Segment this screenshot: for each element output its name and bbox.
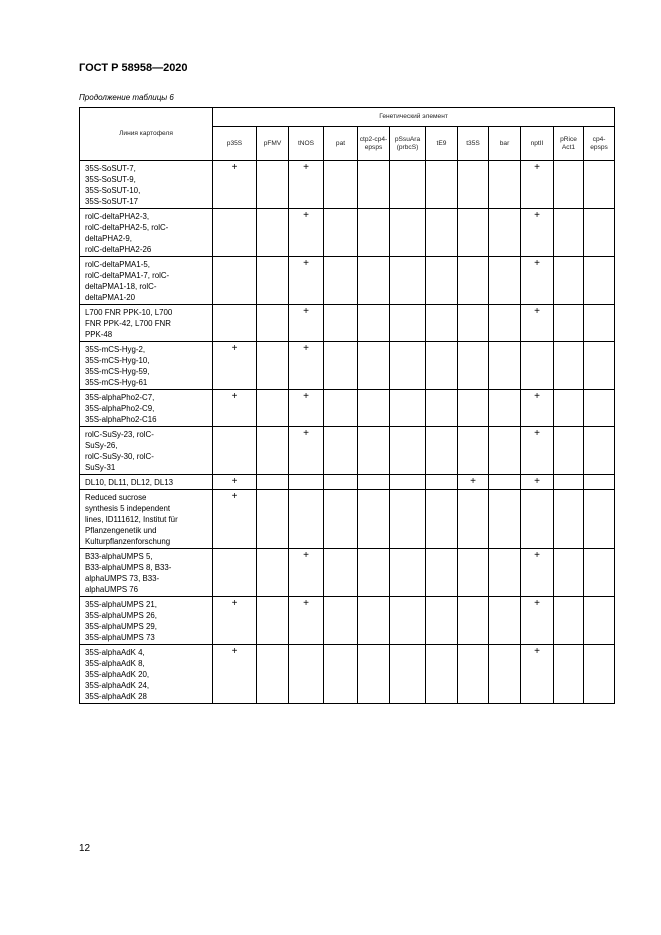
element-presence-cell: + [289, 161, 324, 209]
page-number: 12 [79, 843, 91, 854]
potato-line-cell: 35S-alphaAdK 4, 35S-alphaAdK 8, 35S-alphaAdK 20, 35S-alphaAdK 24, 35S-alphaAdK 28 [80, 645, 213, 704]
element-presence-cell [584, 475, 615, 490]
element-presence-cell [358, 257, 390, 305]
element-presence-cell [554, 209, 584, 257]
element-presence-cell [390, 549, 426, 597]
column-header: tNOS [289, 127, 324, 161]
element-presence-cell [390, 597, 426, 645]
element-presence-cell [257, 475, 289, 490]
element-presence-cell [458, 645, 489, 704]
standard-number: ГОСТ Р 58958—2020 [79, 62, 188, 74]
column-header: bar [489, 127, 521, 161]
column-header: pSsuAra (prbcS) [390, 127, 426, 161]
element-presence-cell: + [521, 390, 554, 427]
element-presence-cell [584, 209, 615, 257]
element-presence-cell [584, 390, 615, 427]
element-presence-cell [324, 257, 358, 305]
element-presence-cell [489, 257, 521, 305]
table-caption: Продолжение таблицы 6 [79, 93, 174, 102]
element-presence-cell: + [521, 549, 554, 597]
element-presence-cell [458, 305, 489, 342]
element-presence-cell [324, 305, 358, 342]
element-presence-cell [554, 427, 584, 475]
table-row [80, 257, 615, 305]
element-presence-cell [458, 390, 489, 427]
element-presence-cell [358, 161, 390, 209]
element-presence-cell: + [213, 161, 257, 209]
element-presence-cell [257, 342, 289, 390]
element-presence-cell [289, 475, 324, 490]
element-presence-cell [489, 305, 521, 342]
potato-line-cell: 35S-alphaUMPS 21, 35S-alphaUMPS 26, 35S-alphaUMPS 29, 35S-alphaUMPS 73 [80, 597, 213, 645]
element-presence-cell [257, 390, 289, 427]
element-presence-cell [521, 490, 554, 549]
element-presence-cell [554, 257, 584, 305]
element-presence-cell [390, 475, 426, 490]
element-presence-cell: + [289, 390, 324, 427]
element-presence-cell [358, 597, 390, 645]
element-presence-cell: + [289, 209, 324, 257]
table-row [80, 305, 615, 342]
element-presence-cell [257, 490, 289, 549]
element-presence-cell: + [458, 475, 489, 490]
element-presence-cell [584, 549, 615, 597]
element-presence-cell [358, 305, 390, 342]
group-header: Генетический элемент [213, 108, 615, 127]
element-presence-cell [426, 305, 458, 342]
element-presence-cell [358, 390, 390, 427]
element-presence-cell [426, 549, 458, 597]
potato-line-cell: rolC-deltaPHA2-3, rolC-deltaPHA2-5, rolC- deltaPHA2-9, rolC-deltaPHA2-26 [80, 209, 213, 257]
element-presence-cell [257, 597, 289, 645]
element-presence-cell [390, 645, 426, 704]
element-presence-cell [257, 549, 289, 597]
element-presence-cell [324, 549, 358, 597]
table-row [80, 342, 615, 390]
element-presence-cell [324, 427, 358, 475]
row-header: Линия картофеля [80, 108, 213, 161]
potato-line-cell: 35S-alphaPho2-C7, 35S-alphaPho2-C9, 35S-alphaPho2-C16 [80, 390, 213, 427]
potato-line-cell: rolC-SuSy-23, rolC- SuSy-26, rolC-SuSy-30, rolC- SuSy-31 [80, 427, 213, 475]
element-presence-cell [489, 161, 521, 209]
element-presence-cell [584, 645, 615, 704]
element-presence-cell [257, 161, 289, 209]
element-presence-cell [489, 490, 521, 549]
element-presence-cell [390, 390, 426, 427]
element-presence-cell [390, 342, 426, 390]
element-presence-cell [358, 342, 390, 390]
table-row [80, 161, 615, 209]
element-presence-cell [390, 305, 426, 342]
element-presence-cell [489, 645, 521, 704]
element-presence-cell [324, 161, 358, 209]
element-presence-cell [554, 161, 584, 209]
column-header: nptII [521, 127, 554, 161]
element-presence-cell [324, 490, 358, 549]
element-presence-cell [584, 257, 615, 305]
element-presence-cell [489, 342, 521, 390]
potato-line-cell: rolC-deltaPMA1-5, rolC-deltaPMA1-7, rolC- deltaPMA1-18, rolC- deltaPMA1-20 [80, 257, 213, 305]
potato-line-cell: DL10, DL11, DL12, DL13 [80, 475, 213, 490]
element-presence-cell [257, 209, 289, 257]
table-row [80, 549, 615, 597]
element-presence-cell [257, 257, 289, 305]
element-presence-cell [426, 257, 458, 305]
element-presence-cell [324, 645, 358, 704]
element-presence-cell [426, 161, 458, 209]
element-presence-cell [554, 305, 584, 342]
element-presence-cell: + [521, 209, 554, 257]
element-presence-cell [257, 427, 289, 475]
element-presence-cell [426, 475, 458, 490]
element-presence-cell [289, 490, 324, 549]
element-presence-cell [554, 390, 584, 427]
element-presence-cell [584, 305, 615, 342]
element-presence-cell [458, 549, 489, 597]
element-presence-cell [358, 209, 390, 257]
element-presence-cell: + [521, 475, 554, 490]
element-presence-cell: + [213, 475, 257, 490]
element-presence-cell [213, 549, 257, 597]
element-presence-cell [358, 475, 390, 490]
element-presence-cell [390, 427, 426, 475]
element-presence-cell: + [521, 645, 554, 704]
element-presence-cell [584, 427, 615, 475]
element-presence-cell: + [521, 257, 554, 305]
element-presence-cell [213, 427, 257, 475]
element-presence-cell: + [213, 390, 257, 427]
element-presence-cell [458, 161, 489, 209]
element-presence-cell [426, 390, 458, 427]
element-presence-cell [584, 490, 615, 549]
element-presence-cell [554, 490, 584, 549]
table-row [80, 645, 615, 704]
element-presence-cell [426, 490, 458, 549]
element-presence-cell [458, 342, 489, 390]
element-presence-cell: + [289, 427, 324, 475]
element-presence-cell: + [213, 645, 257, 704]
element-presence-cell [358, 427, 390, 475]
element-presence-cell [554, 475, 584, 490]
element-presence-cell [554, 342, 584, 390]
element-presence-cell [358, 549, 390, 597]
element-presence-cell [554, 645, 584, 704]
element-presence-cell [489, 475, 521, 490]
element-presence-cell [324, 475, 358, 490]
element-presence-cell [289, 645, 324, 704]
potato-line-cell: 35S-mCS-Hyg-2, 35S-mCS-Hyg-10, 35S-mCS-Hyg-59, 35S-mCS-Hyg-61 [80, 342, 213, 390]
element-presence-cell [584, 597, 615, 645]
element-presence-cell [458, 427, 489, 475]
table-row [80, 475, 615, 490]
element-presence-cell [521, 342, 554, 390]
element-presence-cell [584, 161, 615, 209]
element-presence-cell [213, 209, 257, 257]
column-header: tE9 [426, 127, 458, 161]
element-presence-cell: + [213, 597, 257, 645]
element-presence-cell [324, 390, 358, 427]
column-header: pFMV [257, 127, 289, 161]
table-row [80, 390, 615, 427]
element-presence-cell: + [521, 597, 554, 645]
potato-line-cell: B33-alphaUMPS 5, B33-alphaUMPS 8, B33- alphaUMPS 73, B33- alphaUMPS 76 [80, 549, 213, 597]
element-presence-cell: + [521, 305, 554, 342]
element-presence-cell [426, 645, 458, 704]
table-row [80, 490, 615, 549]
element-presence-cell [257, 645, 289, 704]
column-header: t35S [458, 127, 489, 161]
element-presence-cell [257, 305, 289, 342]
element-presence-cell [489, 549, 521, 597]
element-presence-cell: + [289, 305, 324, 342]
element-presence-cell [390, 161, 426, 209]
table-row [80, 427, 615, 475]
element-presence-cell [426, 427, 458, 475]
element-presence-cell [554, 549, 584, 597]
element-presence-cell [554, 597, 584, 645]
genetic-elements-table [79, 107, 615, 704]
element-presence-cell [213, 257, 257, 305]
element-presence-cell [458, 257, 489, 305]
element-presence-cell [390, 257, 426, 305]
element-presence-cell [390, 209, 426, 257]
element-presence-cell: + [213, 342, 257, 390]
element-presence-cell: + [289, 342, 324, 390]
element-presence-cell: + [289, 597, 324, 645]
element-presence-cell [426, 209, 458, 257]
potato-line-cell: L700 FNR PPK-10, L700 FNR PPK-42, L700 FNR PPK-48 [80, 305, 213, 342]
column-header: pat [324, 127, 358, 161]
element-presence-cell: + [289, 257, 324, 305]
element-presence-cell [489, 427, 521, 475]
table-row [80, 597, 615, 645]
column-header: p35S [213, 127, 257, 161]
potato-line-cell: 35S-SoSUT-7, 35S-SoSUT-9, 35S-SoSUT-10, 35S-SoSUT-17 [80, 161, 213, 209]
element-presence-cell [489, 597, 521, 645]
element-presence-cell [358, 490, 390, 549]
element-presence-cell [324, 209, 358, 257]
element-presence-cell [458, 597, 489, 645]
element-presence-cell: + [213, 490, 257, 549]
column-header: ctp2-cp4-epsps [358, 127, 390, 161]
element-presence-cell: + [521, 427, 554, 475]
element-presence-cell [390, 490, 426, 549]
element-presence-cell: + [289, 549, 324, 597]
element-presence-cell [489, 390, 521, 427]
element-presence-cell [358, 645, 390, 704]
column-header: cp4-epsps [584, 127, 615, 161]
element-presence-cell [426, 597, 458, 645]
element-presence-cell [458, 490, 489, 549]
table-row [80, 209, 615, 257]
element-presence-cell [213, 305, 257, 342]
element-presence-cell: + [521, 161, 554, 209]
element-presence-cell [584, 342, 615, 390]
element-presence-cell [324, 342, 358, 390]
potato-line-cell: Reduced sucrose synthesis 5 independent lines, ID111612, Institut für Pflanzengenetik und Kulturpflanzenforschung [80, 490, 213, 549]
column-header: pRice Act1 [554, 127, 584, 161]
element-presence-cell [489, 209, 521, 257]
element-presence-cell [458, 209, 489, 257]
element-presence-cell [426, 342, 458, 390]
element-presence-cell [324, 597, 358, 645]
